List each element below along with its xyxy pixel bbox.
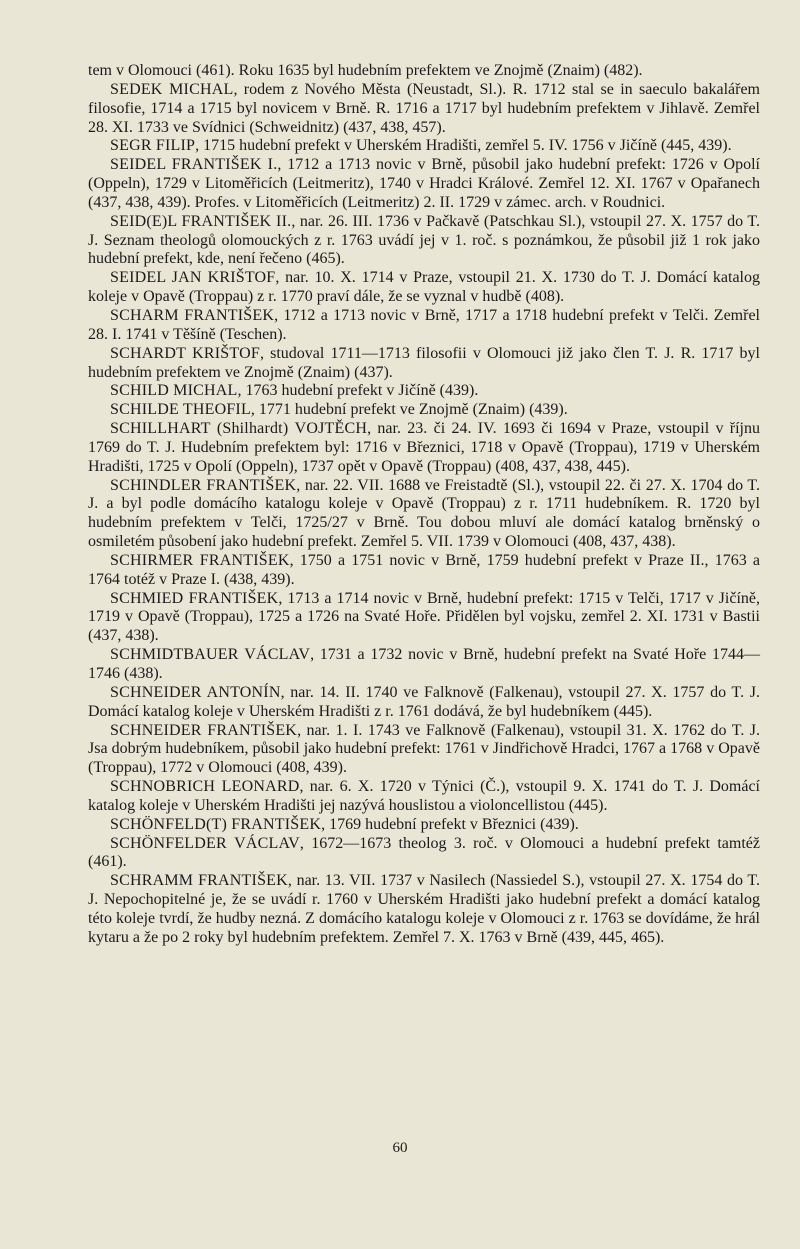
entry (88, 477, 760, 552)
entry-text: , nar. 22. VII. 1688 ve Freistadtě (Sl.), vstoupil 22. či 27. X. 1704 do T. J. a byl podle domácího katalogu koleje v Opavě (Troppau) z r. 1711 hudebníkem. R. 1720 byl hudebním prefektem v Telči, 1725/27 v Brně. Tou dobou mluví ale domácí katalog brněnský o osmiletém působení jako hudební prefekt. Zemřel 5. VII. 1739 v Olomouci (408, 437, 438). (88, 476, 760, 551)
entry-name: SCHARDT KRIŠTOF (110, 344, 260, 362)
entry-name: SCHRAMM FRANTIŠEK (110, 872, 288, 890)
entry-text: , 1750 a 1751 novic v Brně, 1759 hudební prefekt v Praze II., 1763 a 1764 totéž v Praze I. (438, 439). (88, 551, 761, 588)
entry (88, 420, 760, 477)
entry-name: SCHNEIDER ANTONÍN (110, 683, 281, 701)
entry (88, 722, 760, 779)
entry (88, 307, 760, 345)
entry-name: SCHINDLER FRANTIŠEK (110, 476, 297, 494)
entry-text: , nar. 13. VII. 1737 v Nasilech (Nassiedel S.), vstoupil 27. X. 1754 do T. J. Nepochopitelné je, že se uvádí r. 1760 v Uherském Hradišti jako hudební prefekt a domácí katalog této koleje tvrdí, že hudby nezná. Z domácího katalogu koleje v Olomouci z r. 1763 se dovídáme, že hrál kytaru a že po 2 roky byl hudebním prefektem. Zemřel 7. X. 1763 v Brně (439, 445, 465). (88, 872, 760, 946)
entry (88, 382, 760, 401)
entry-text: , nar. 23. či 24. IV. 1693 či 1694 v Praze, vstoupil v říjnu 1769 do T. J. Hudebním prefektem byl: 1716 v Březnici, 1718 v Opavě (Troppau), 1719 v Uherském Hradišti, 1725 v Opolí (Oppeln), 1737 opět v Opavě (Troppau) (408, 437, 438, 445). (88, 420, 760, 475)
page-number: 60 (392, 1140, 408, 1156)
entry (88, 81, 760, 138)
entry (88, 684, 760, 722)
entry (88, 156, 760, 213)
entry-text: , studoval 1711—1713 filosofii v Olomouci již jako člen T. J. R. 1717 byl hudebním prefektem ve Znojmě (Znaim) (437). (88, 344, 761, 381)
entry-text: , 1672—1673 theolog 3. roč. v Olomouci a hudební prefekt tamtéž (461). (88, 834, 760, 871)
entry (88, 213, 760, 270)
entry-name: SCHMIDTBAUER VÁCLAV (110, 646, 311, 664)
entry-name: SCHNEIDER FRANTIŠEK (110, 721, 298, 739)
entry-text: tem v Olomouci (461). Roku 1635 byl hudebním prefektem ve Znojmě (Znaim) (482). (88, 62, 643, 79)
entry (88, 345, 760, 383)
entry-text: , nar. 10. X. 1714 v Praze, vstoupil 21. X. 1730 do T. J. Domácí katalog koleje v Opavě (Troppau) z r. 1770 praví dále, že se vyznal v hudbě (408). (88, 269, 761, 306)
entry-text: , 1731 a 1732 novic v Brně, hudební prefekt na Svaté Hoře 1744—1746 (438). (88, 646, 760, 682)
entry-text: , 1712 a 1713 novic v Brně, působil jako hudební prefekt: 1726 v Opolí (Oppeln), 1729 v Litoměřicích (Leitmeritz), 1740 v Hradci Králové. Zemřel 12. XI. 1767 v Opařanech (437, 438, 439). Profes. v Litoměřicích (Leitmeritz) 2. II. 1729 v zámec. arch. v Roudnici. (88, 156, 760, 211)
entry-text: , 1712 a 1713 novic v Brně, 1717 a 1718 hudební prefekt v Telči. Zemřel 28. I. 1741 v Těšíně (Teschen). (88, 306, 760, 343)
entry-name: SCHMIED FRANTIŠEK (110, 589, 279, 607)
entry-name: SCHARM FRANTIŠEK (110, 306, 275, 324)
entry (88, 590, 760, 647)
entry-name: SCHÖNFELD(T) FRANTIŠEK (110, 815, 322, 833)
entry-name: SCHILDE THEOFIL (110, 401, 251, 419)
entry (88, 137, 760, 156)
entry-name: SCHNOBRICH LEONARD (110, 778, 300, 796)
entry-text: , nar. 26. III. 1736 v Pačkavě (Patschkau Sl.), vstoupil 27. X. 1757 do T. J. Seznam theologů olomouckých z r. 1763 uvádí jej v 1. roč. s poznámkou, že působil již 1 rok jako hudební prefekt, kde, není řečeno (465). (88, 212, 760, 268)
entry (88, 835, 760, 873)
entry-text: , nar. 6. X. 1720 v Týnici (Č.), vstoupil 9. X. 1741 do T. J. Domácí katalog koleje v Uherském Hradišti jej nazývá houslistou a violoncellistou (445). (88, 778, 760, 814)
entry-text: , rodem z Nového Města (Neustadt, Sl.). R. 1712 stal se in saeculo bakalářem filosofie, 1714 a 1715 byl novicem v Brně. R. 1716 a 1717 byl hudebním prefektem v Jihlavě. Zemřel 28. XI. 1733 ve Svídnici (Schweidnitz) (437, 438, 457). (88, 80, 760, 136)
entry-text: , nar. 1. I. 1743 ve Falknově (Falkenau), vstoupil 31. X. 1762 do T. J. Jsa dobrým hudebníkem, působil jako hudební prefekt: 1761 v Jindřichově Hradci, 1767 a 1768 v Opavě (Troppau), 1772 v Olomouci (408, 439). (88, 721, 761, 777)
entry-text: , 1713 a 1714 novic v Brně, hudební prefekt: 1715 v Telči, 1717 v Jičíně, 1719 v Opavě (Troppau), 1725 a 1726 na Svaté Hoře. Přidělen byl vojsku, zemřel 2. XI. 1731 v Bastii (437, 438). (88, 589, 761, 645)
entry (88, 552, 760, 590)
entry (88, 816, 760, 835)
entry-name: SCHILLHART (Shilhardt) VOJTĚCH (110, 420, 368, 438)
entry-text: , 1771 hudební prefekt ve Znojmě (Znaim) (439). (250, 401, 568, 419)
entry-text: , 1715 hudební prefekt v Uherském Hradišti, zemřel 5. IV. 1756 v Jičíně (445, 439). (195, 137, 732, 155)
continued-entry (88, 62, 760, 81)
entry-name: SEIDEL FRANTIŠEK I. (110, 156, 278, 174)
entry (88, 778, 760, 816)
entry (88, 872, 760, 947)
entry-text: , nar. 14. II. 1740 ve Falknově (Falkenau), vstoupil 27. X. 1757 do T. J. Domácí katalog koleje v Uherském Hradišti z r. 1761 dodává, že byl hudebníkem (445). (88, 683, 760, 720)
text-column (88, 62, 760, 948)
entry-name: SCHIRMER FRANTIŠEK (110, 551, 290, 569)
entry (88, 401, 760, 420)
entry-text: , 1769 hudební prefekt v Březnici (439). (321, 815, 579, 833)
entry-name: SCHÖNFELDER VÁCLAV (110, 834, 300, 852)
entry-name: SEID(E)L FRANTIŠEK II. (110, 212, 292, 230)
entry-name: SCHILD MICHAL (110, 382, 238, 400)
entry (88, 646, 760, 684)
entry-name: SEGR FILIP (110, 137, 196, 155)
entry-name: SEIDEL JAN KRIŠTOF (110, 269, 276, 287)
entry (88, 269, 760, 307)
entry-text: , 1763 hudební prefekt v Jičíně (439). (237, 382, 479, 400)
entry-name: SEDEK MICHAL (110, 80, 234, 98)
